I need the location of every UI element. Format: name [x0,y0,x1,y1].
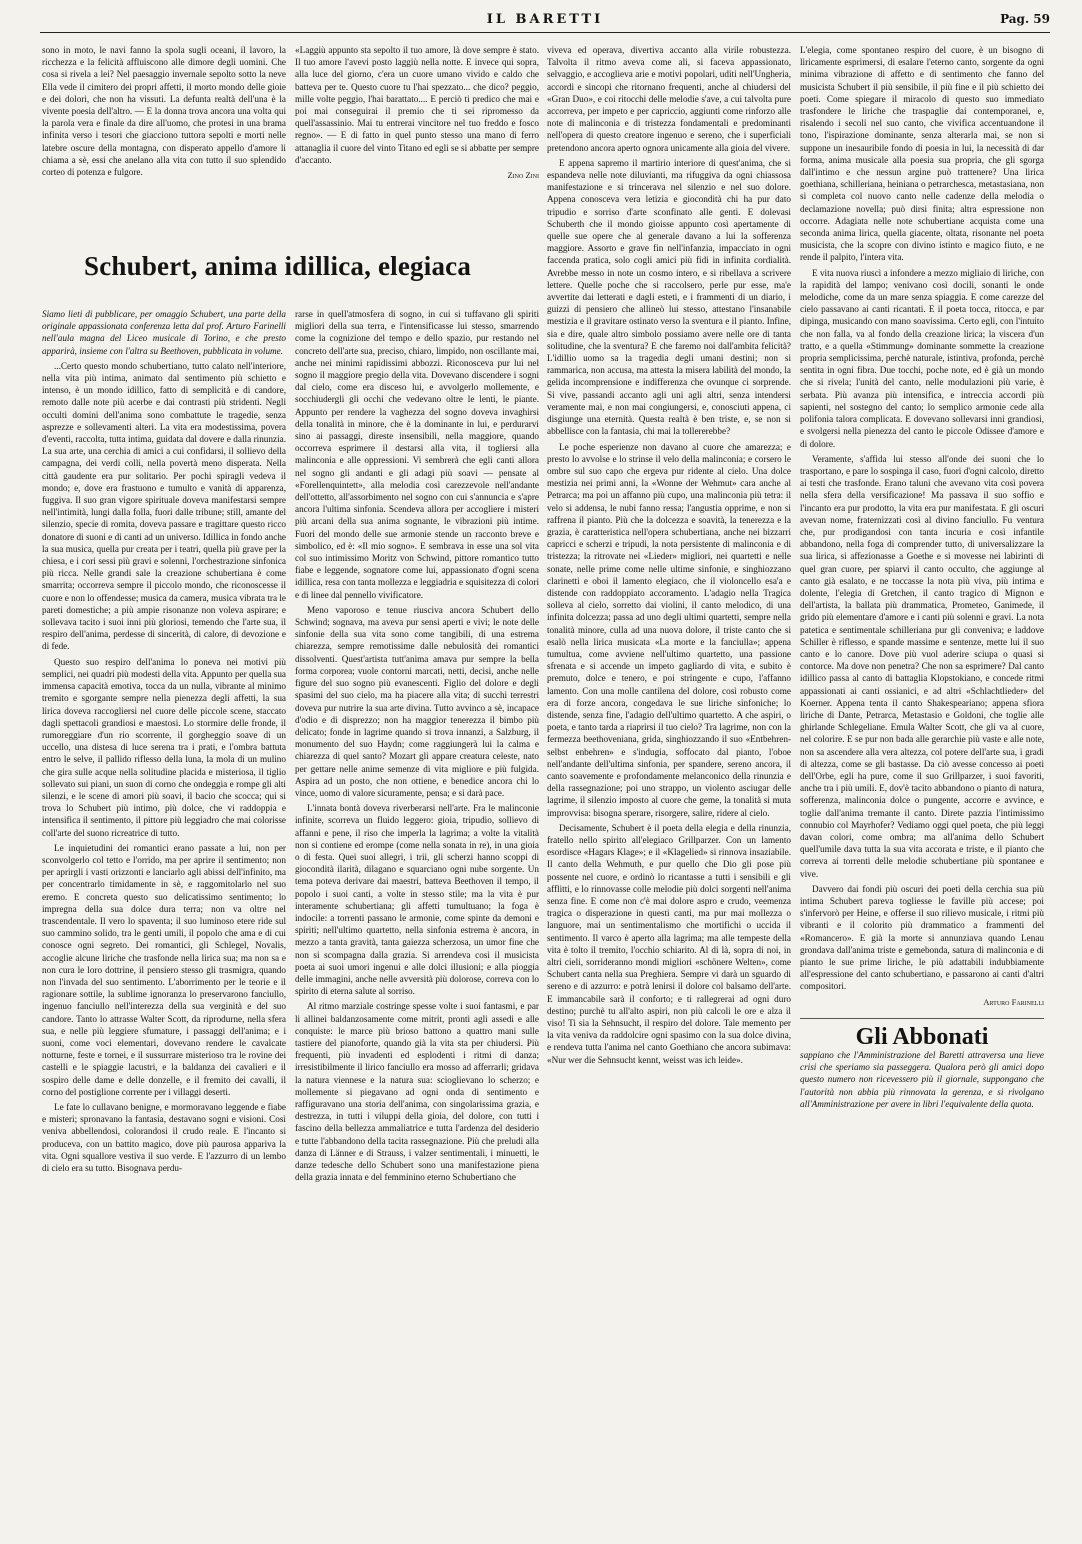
prev-article-signature: Zino Zini [507,170,539,181]
article-col2 [295,308,539,1186]
article-paragraph: Veramente, s'affida lui stesso all'onde dei suoni che lo trasportano, e pare lo sospinga il caso, fuori d'ogni calcolo, diretto ai testi che trasfonde. Erano taluni che avevano vita così povera nella sfera della versificazione! Ma passava il suo soffio e l'incanto era pur prodotto, la vita era pur manifestata. E gli oscuri avevan nome, fraternizzati così al divino fanciullo. Fu ventura che, pur prodigandosi con tanta incuria e così infantile abbandono, nella foga di comprender tutto, di universalizzare la sua lirica, si affezionasse a Goethe e si movesse nei labirinti di quel gran cuore, per spiarvi il canto occulto, che aggiunge al canto già esalato, e ne toccasse la nota più viva, più intima e dolente, l'elegia di Gretchen, il canto tragico di Mignon e dell'artista, la ballata più drammatica, Prometeo, Ganimede, il grido più elementare d'amore e i canti più solenni e gravi. La nota patetica e sentimentale schilleriana pur gli conveniva; e laddove Schiller è riflesso, e spande massime e sentenze, mette lui il suo canto e lo canore. Dove più vuol aderire sciupa o quasi si contorce. Ma dove non penetra? Che non sa esprimere? Dal canto idillico passa al canto di battaglia Klopstokiano, e concede ritmi appassionati ai canti ossianici, e ad altri «Schlachtlieder» del Koerner. Appena tenta il canto Shakespeariano; appena sfiora liriche di Dante, Petrarca, Metastasio e Goldoni, che toglie alle ghirlande Schlegeliane. Emula Walter Scott, che gli va al cuore, nel colorire. E se pur non bada alle gerarchie più vaste e alle note, non sa ascendere alla vera altezza, col potere dell'arte sua, i gradi di altezza, come se gli bastasse. Da ciò avesse concesso ai poeti dell'Orbe, egli ha pure, come il suo Grillparzer, i suoi favoriti, anche tra i più umili. E, dov'è tacito abbandono o pianto di natura, sofferenza, malinconia dolce o pungente, accorre e avvince, e toglie dall'anima tremante il canto. Direte pazzia l'intimissimo connubio col Mayrhofer? Vediamo oggi quel poeta, che più leggi davan colori, come ombra; ma all'anima dello Schubert quell'umile dava tutta la sua vita accorata e triste, e il pianto che correva ai torrenti delle melodie schubertiane più spontanee e vive. [800,453,1044,879]
notice-box [800,1049,1044,1110]
prev-article-text-2: «Laggiù appunto sta sepolto il tuo amore, là dove sempre è stato. Il tuo amore l'avevi posto laggiù nella notte. E invece qui sopra, alla luce del giorno, c'era un cuore umano vivido e caldo che batteva per te. Questo cuore tu l'hai spezzato... che dico? peggio, mille volte peggio, l'hai barattato.... E perciò ti predico che mai e poi mai conseguirai il premio che ti sei ripromesso da quell'assassinio. Mai tu entrerai vincitore nel tuo freddo e fosco regno». — E di fatto in quel punto stesso una mano di ferro attanaglia il cuore del vinto Titano ed egli se si abbatte per sempre d'accanto. [295,45,539,165]
article-intro-text: Siamo lieti di pubblicare, per omaggio Schubert, una parte della originale appassionata conferenza letta dal prof. Arturo Farinelli nell'aula magna del Liceo musicale di Torino, e che presto apparirà, insieme con l'altra su Beethoven, pubblicata in volume. [42,309,286,356]
article-paragraph: E appena sapremo il martirio interiore di quest'anima, che si espandeva nelle note diluvianti, ma rifuggiva da ogni chiassosa manifestazione e si trincerava nel silenzio e nel suo dolore. Appena conosceva vera letizia e giocondità chi ha pur dato tripudio e sorriso d'arte sconfinato alle genti. E dolevasi Schuberth che il mondo gioisse appunto così apertamente di quelle sue opere che al generale davano a lui la sofferenza maggiore. Assorto e grave fin nell'infanzia, impacciato in ogni faccenda pratica, solo cogli amici più fidi in infinita cordialità. Avrebbe messo in note un cosmo intero, e si ribellava a scrivere lettere. Quelle poche che si raccolsero, perle pur esse, ma'e avvertite dai letterati e dagli esteti, e i frammenti di un diario, i guizzi di pensiero che allineò lui stesso, attestano l'insanabile mestizia e il gravitare ostinato verso la sventura e il pianto. Infine, sia e dire, quale altro simbolo possiamo avere nelle ore di tanta solitudine, che la sventura? E che faremo noi dall'ambita felicità? L'idillio uomo sa la tragedia degli umani destini; non si rammarica, non accusa, ma attesta la misera labilità del mondo, la gelida incomprensione e indifferenza che ovunque ci sorprende. Si vive, passandi accanto agli uni agli altri, senza intendersi veramente mai, e non mai congiungersi, e, conosciuti appena, ci disgiunge una eternità. Questa realtà è ben triste, e, se non si abbellisce con la fantasia, chi mai la tollererebbe? [547,157,791,437]
article-paragraph: Decisamente, Schubert è il poeta della elegia e della rinunzia, fratello nello spirito all'elegiaco Grillparzer. Con un lamento esordisce «Hagars Klage»; e il «Klagelied» si rinnova insaziabile. Il canto della Wehmuth, e pur quello che Dio gli pose più possente nel cuore, e ordinò lo ricantasse a tutti i sensibili e gli afflitti, e lo rinnovasse colle melodie più dolci sorgenti nell'anima senza fine. E come non c'è mai dolore aspro e crudo, veemenza tragica o disperazione in questi canti, ma pur mai mollezza o languore, mai un sentimentalismo che mortifichi o uccida il sentimento. Il varco è aperto alla lagrima; ma alle tempeste della vita è tolto il tremito, l'occhio schiarito. Al di là, sopra di noi, in altri cieli, sorrideranno mondi migliori «schönere Welten», come Schubert canta nella sua Preghiera. Sempre vi darà un sguardo di sereno e di azzurro: e potrà lenirsi il dolore col balsamo dell'arte. E immancabile sarà il conforto; e ti rallegrerai ad ogni duro destino; purchè tu all'alto aspiri, non più calcoli le ore e alza il viso! Ti sia la Sehnsucht, il respiro del dolore. Tale memento per la vita veniva da raddolcire ogni spasimo con la sua dolce divina, e rendeva tutta l'anima nel canto Goethiano che ancora subimava: «Nur wer die Sehnsucht kennt, weisst was ich leide». [547,822,791,1065]
article-col3 [547,44,791,1069]
article-paragraph: L'innata bontà doveva riverberarsi nell'arte. Fra le malinconie infinite, scorreva un fluido leggero: gioia, tripudio, sollievo di affanni e pene, il riso che imperla la lagrima; a volte la vitalità non si contiene ed erompe (come nella sonata in re), in una gioia o di festa. Quei suoi allegri, i trii, gli scherzi hanno scoppi di giocondità ilarità, dilagano e squarciano ogni nube sorgente. Un tema poteva derivare dai maestri, batteva Beethoven il tempo, il popolo i suoi canti, a volte in stesso stile; ma la vita è pur interamente schubertiana; gli affetti tumultuano; la foga è indocile: a torrenti passano le armonie, come spinte da demoni e spiriti; nell'ultimo quartetto, nella sinfonia estrema è ancora, in mezzo a tanta gravità, tanta gaiezza scherzosa, un umor fine che non si scompagna dalla grazia. Si arrendeva così il musicista poeta ai suoi umori ingenui e alle dolci illusioni; e alla pioggia delle immagini, anche nelle avversità più dolorose, correva con lo spirito di eterna salute al sorriso. [295,803,539,997]
prev-article-col2 [295,44,539,191]
article-paragraph: L'elegia, come spontaneo respiro del cuore, è un bisogno di liricamente esprimersi, di esalare l'eterno canto, sorgente da ogni minima vibrazione di affetto e di sentimento che fanno del musicista Schubert il più sensibile, il più fine e il più schietto dei poeti. Come spiegare il miracolo di questo suo immediato trasfondere le liriche che traspaglie dai contemporanei, e, risalendo i secoli nel suo canto, che vivifica accentuandone il tono, l'ispirazione dominante, senza alterarla mai, se non si suppone un inesauribile fondo di poesia in lui, la necessità di dar forma, anima musicale alla poesia sua propria, che gli sgorga dall'intimo e che nessun argine può trattenere? Una lirica goethiana, schilleriana, heiniana o petrarchesca, metastasiana, non si completa col nuovo canto nelle cadenze della melodia o declamazione novella; può dirsi finita; altra espressione non occorre. Adagiata nelle note schubertiane acquista come una seconda anima lirica, quella giacente, oltata, risonante nel poeta musicista, che la scopre con divino istinto e magico fiuto, e ne rende il palpito, l'intera vita. [800,45,1044,263]
article-paragraph: Le fate lo cullavano benigne, e mormoravano leggende e fiabe e misteri; spronavano la fantasia, destavano sogni e visioni. Così veniva abbellendosi, colorandosi il crudo reale. E l'incanto si produceva, con un battito magico, dove più paurosa appariva la vita. Ogni squallore vestiva il suo verde. E l'azzurro di un lembo di cielo era su tutto. Bisognava perdu- [42,1102,286,1174]
newspaper-title: IL BARETTI [486,12,604,27]
article-paragraph: rarse in quell'atmosfera di sogno, in cui si tuffavano gli spiriti migliori della sua terra, e l'intensificasse lui stesso, smarrendo come la cognizione del tempo e dello spazio, pur restando nel concreto dell'arte sua, preciso, chiaro, limpido, non oscillante mai, anche nei minimi rapidissimi abbozzi. Riconosceva pur lui nel sogno il maggiore pregio della vita. Dovevano discendere i sogni dal cielo, come era disceso lui, e avvolgerlo mollemente, e socchiudergli gli occhi che vedevano oltre le lenti, le piante. Appunto per rendere la vaghezza del sogno doveva invaghirsi della tonalità in minore, che è la dominante in lui, e perdurarvi sino ai passaggi, direste insensibili, nella maggiore, quando occorreva esprimere il destarsi alla vita, il togliersi alla malinconia e alle oppressioni. Vi sembrerà che egli canti allora nel sogno gli andanti e gli adagi più soavi — pensate al «Forellenquintett», alla melodia così carezzevole nell'andante dell'ottetto, all'assorbimento nel sogno con cui s'annuncia e s'apre ancora l'ultima sinfonia. Scendeva allora per accogliere i misteri più arcani della sua anima sognante, le vibrazioni più intime. Fuori del mondo delle sue armonie stende un racconto breve e simbolico, ed è: «Il mio sogno». E sembrava in esse una sol vita col suo intimissimo Moritz von Schwind, pittore romantico tutto fiabe e leggende, sognatore come lui, appassionato d'ogni scena idillica, resa con tanta mollezza e leggiadria e squisitezza di colori e di linee dal pennello vivificatore. [295,309,539,600]
article-paragraph: Meno vaporoso e tenue riusciva ancora Schubert dello Schwind; sognava, ma aveva pur sensi aperti e vivi; le note delle sinfonie della sua vita sono come tangibili, di una estrema chiarezza, sempre remotissime dalle nebulosità dei romantici dissolventi. Quest'artista tutt'anima amava pur sempre la bella forma corporea; vuole contorni marcati, netti, decisi, anche nelle figure del suo sogno più evanescenti. Figlio del dolore e degli spasimi del suo cielo, ma ha piacere alla vita; di succhi terrestri doveva pur nutrire la sua arte divina. Tutto avvinco a sè, incapace d'odio e di disprezzo; non ha maggior tenerezza il bimbo più delicato; fonde in lagrime quando si trova innanzi, a Salzburg, il monumento del suo Haydn; come raggiungerà lui la calma e chiarezza di quel santo? Mozart gli appare creatura celeste, nato per gettare nelle anime semenze di vita migliore e più fulgida. Aspira ad un posto, che non ottiene, e benedice ancora chi lo vince, uomo di valore sicuramente, pensa; e si darà pace. [295,604,539,798]
article-paragraph: E vita nuova riuscì a infondere a mezzo migliaio di liriche, con la rapidità del lampo; venivano così docili, sonanti le onde melodiche, come da un mare senza spiaggia. E come carezze del cielo passavano ai canti ricantati. E il poeta tocca, ritocca, e par dipinga, musicando con mano soavissima. Certo egli, con l'intuito che non falla, va al fondo della creazione lirica; la viscera d'un tratto, e a quella «Stimmung» dominante sommette la creazione propria semplicissima, perchè naturale, istintiva, profonda, perchè sentita in ogni fibra. Due tocchi, poche note, ed è già un mondo che si rivela; l'unità del canto, nelle modulazioni più varie, è serbata. Più avanza più intensifica, e intreccia accordi più sapienti, nel sostegno del canto; lo semplico armonie cede alla polifonia talora complicata. E dovevano sollevarsi inni grandiosi, e svolgersi nella pienezza del canto le piccole Odissee d'amore e di dolore. [800,267,1044,449]
prev-article-text-1: sono in moto, le navi fanno la spola sugli oceani, il lavoro, la ricchezza e la felicità affluiscono alle dimore degli uomini. Che cosa si rivela a lei? Nel paesaggio invernale sepolto sotto la neve Ella vede il cimitero dei propri affetti, il morto mondo delle gioie e dei dolori, che non ha vissuti. La defunta realtà dell'una è la vivente poesia dell'altro. — E la donna trova ancora una volta qui la parola vera e finale da dire all'uomo, che protesi in una brama infinita verso i tesori che giacciono tuttora sepolti e morti nelle latebre oscure della montagna, con disperato appello d'amore li chiama a sè, essi che anelano alla vita con tutto il suo splendido corteo di potenza e fulgore. [42,45,286,178]
prev-article-col1 [42,44,286,181]
article-intro [42,308,286,357]
article-paragraph: Le inquietudini dei romantici erano passate a lui, non per sconvolgerlo col tetto e l'orrido, ma per aprire il sentimento; non per aprirgli i vasti orizzonti e lanciarlo agli abissi dell'infinito, ma per concentrarlo timidamente in sè, e raggomitolarlo nel suo eremo. E concreta questo suo delicatissimo sentimento; lo impregna della sua dolce dura terra; non va oltre nel trascendentale. Il vero lo spaventa; il suo luminoso etere ride sul suo cammino solido, tra le genti umili, il popolo che ama e di cui conosce ogni segreto. Dei romantici, gli Schlegel, Novalis, accoglie alcune liriche che trasfonde nella lirica sua; ma non sa e non cura le loro dottrine, il pensiero stesso gli trasmigra, quando non l'invada del suo sentimento. L'aborrimento per le teorie e il ragionare sottile, la sublime ignoranza lo preservarono fanciullo, ingenuo fanciullo nell'interezza della sua verginità e del suo candore. Tanto lo attrasse Walter Scott, da riprodurne, nella sfera sua, e nelle più leggiere sfumature, i passaggi dell'anima; e i suoni, come voci elementari, dovevano rendere le cavalcate notturne, feste e tornei, e il sussurrare misterioso tra le rovine dei castelli e le spiaggie lacustri, e la baldanza dei cavalieri e il sospiro delle dame e delle donzelle, e il fremito dei cavalli, il corno del postiglione corrente per i villaggi deserti. [42,842,286,1097]
article-paragraph: viveva ed operava, divertiva accanto alla virile robustezza. Talvolta il ritmo aveva come ali, si faceva appassionato, selvaggio, e accoglieva arie e motivi popolari, uditi nell'Ungheria, accordi e sincopi che ritornano frequenti, anche al chiudersi del «Gran Duo», e coi ritocchi delle melodie s'ave, a cui talvolta pure accorreva, per impeto e per capriccio, aggiunti come rinforzo alle note di malinconia e di tristezza fondamentali e predominanti nell'opera di questo creatore ingenuo e sereno, che i superficiali pretendono ancora aperto ognora unicamente alla gioia del vivere. [547,45,791,153]
article-paragraph: Le poche esperienze non davano al cuore che amarezza; e presto lo avvolse e lo strinse il velo della malinconia; e corsero le ombre sul suo capo che ergeva pur ridente al cielo. Una dolce mestizia nei primi anni, la «Wonne der Wehmut» cara anche al Petrarca; ma poi un affanno più cupo, una malinconia più tetra: il velo si addensa, le nubi fanno ressa; l'angustia opprime, e non si raffrena il pianto. Più che la dolcezza e soavità, la tenerezza e la grazia, è caratteristica nell'opera schubertiana, anche nei bizzarri capricci e scherzi e tripudi, la nota persistente di malinconia e di tristezza; la ritrovate nei «Lieder» migliori, nei quartetti e nelle sonate, nelle prime come nelle ultime sinfonie, e singhiozzano clarinetti e oboi il lamento elegiaco, che il violoncello esa'a e distende con raddoppiato accoramento. L'adagio nella Tragica solleva al cielo, sorretto dai violini, il canto melodico, di una infinita dolcezza; passa ad uno degli ultimi quartetti, sempre nella tonalità minore, culla ad una nuova dolore, il triste canto che si esalò nella lirica musicata «La morte e la fanciulla»; appena tumultua, come avviene nell'ultimo quartetto, una passione sfrenata e si accende un impeto gagliardo di vita, e subito è premuto, dolce e tenero, e poi stringente e cupo, l'affanno lamento. Con una molle cantilena del dolore, così robusto come era di forze ancora, congedava le sue liriche sinfoniche; lo distende, senza fine, l'adagio dell'ultimo quartetto. A che aspiri, o poeta, e tanto tarda a riaprirsi il tuo cielo? Tra lagrime, non con la fermezza beethoveniana, grida, singhiozzando il suo «Entbehren-selbst enbehren» e s'indugia, soffocato dal pianto, l'oboe nell'andante dell'ultima sinfonia, per spandere, sereno ancora, il canto soavemente e profondamente melanconico della rinunzia e della rassegnazione; poi uno strappo, un violento asciugar delle lagrime, il silenzio imposto al cuore che geme, la tonalità si muta improvvisa: bisogna sperare, risorgere, salire, ridere al cielo. [547,441,791,818]
article-signature: Arturo Farinelli [983,996,1044,1007]
article-headline: Schubert, anima idillica, elegiaca [84,251,472,281]
notice-text: sappiano che l'Amministrazione del Baretti attraversa una lieve crisi che speriamo sia passeggera. Qualora però gli amici dopo questo numero non ricevessero più il giornale, suppongano che l'autorità non abbia più rinnovata la gerenza, e si rivolgano all'Amministrazione per avere in libri l'equivalente della quota. [800,1050,1044,1109]
article-paragraph: Al ritmo marziale costringe spesse volte i suoi fantasmi, e par li allinei baldanzosamente come mitrit, pronti agli assedi e alle conquiste: le marce più brioso battono a quattro mani sulle tastiere del pianoforte, quando già la vita sta per chiudersi. Più frequenti, più invadenti ed esplodenti i ritmi di danza; irresistibilmente il lirico fanciullo era mosso ad afferrarli; gridava la natura viennese e la natura sua: scioglievano lo scherzo; e mollemente si piegavano ad ogni onda di sentimento e raffiguravano una storia dell'anima, con singolarissima grazia, e destrezza, in tutti i viluppi della gioia, del dolore, con tutti i fascino della bellezza ammaliatrice e tutta l'ardenza del desiderio e tutte l'abbandono della tacita rassegnazione. Più che preludi alla danza di Länner e di Strauss, i valzer sentimentali, i minuetti, le danze tedesche dello Schubert sono una manifestazione piena della grazia innata e del femminino eterno Schubertiano che [295,1001,539,1183]
article-paragraph: Questo suo respiro dell'anima lo poneva nei motivi più semplici, nei quadri più modesti della vita. Appunto per quella sua immensa capacità emotiva, tocca da un nulla, vibrante al minimo tremito e sgorgante sempre nella pienezza degli affetti, la sua lirica doveva raccogliersi nel cuore delle piccole scene, staccato dagli spettacoli grandiosi e maestosi. Lo stormire delle fronde, il rumoreggiare d'un rio scorrente, il gorgheggio soave di un uccello, una distesa di luce serena tra i prati, e l'ombra battuta entro le selve, il pallido riflesso della luna, la mola di un mulino che gira sulle acque nella solitudine placida e misteriosa, il tiglio sollevato sui piani, un suon di corno che ondeggia e rompe gli alti silenzi, e le scene di amori più soavi, il bacio che scocca; qui si trova lo Schubert più intimo, più dolce, che vi raddoppia e intensifica il sentimento, il pittore più leggiadro che mai colorisse coll'arte del suono ricreatrice di tutto. [42,656,286,838]
article-paragraph: ...Certo questo mondo schubertiano, tutto calato nell'interiore, nella vita più intima, animato dal sentimento più schietto e intenso, è un mondo idillico, fatto di semplicità e di candore, remoto dalle note più acerbe e dai contrasti più stridenti. Negli occulti domini dell'anima sono combattute le tragedie, senza asprezze e sollevamenti alteri. La vita era modestissima, povera d'eventi, raccolta, tutta intima, guidata dal dovere e dalla rinunzia. La sua arte, una cerchia di amici a cui confidarsi, il sollievo della campagna, dei verdi colli, nella povertà meno disperata. Nella città gaudente era pur solitario. Per pochi spiragli vedeva il mondo; e, dove era frastuono e tumulto e vanità di apparenza, fuggiva. Il suo gran vigore spirituale doveva manifestarsi sempre nell'intimità, lungi dalla folla, fuori dalle tribune; still, amante del silenzio, specie di romita, doveva passare e tragittare questo ricco donatore di suoni e di canti ad un universo. Idillica in fondo anche la sua musica, quella pur creata per i teatri, quella più grave per la chiesa, e i cori sessi più gravi e solenni, l'orchestrazione sinfonica più ricca. Nelle grandi sale la creazione schubertiana è come smarrita; occorreva sempre il piccolo mondo, che riconoscesse il cuore e non lo offendesse; musica da camera, musica vibrata tra le pareti domestiche; a più ampie risonanze non voleva aspirare; e sollevava tacito i suoi inni più gloriosi, temendo che l'arte sua, il respiro dell'anima, perdesse di sincerità, di calore, di devozione e di fede. [42,360,286,652]
article-col1 [42,308,286,1177]
divider [800,1018,1044,1019]
page-header [40,12,1050,33]
page-number: Pag. 59 [1000,12,1050,26]
article-col4 [800,44,1044,1113]
article-paragraph: Davvero dai fondi più oscuri dei poeti della cerchia sua più intima Schubert pareva togliesse le faville più accese; poi s'infervorò per Heine, e offerse il suo rilievo musicale, i ritmi più vibranti e il colorito più drammatico a frammenti del «Romancero». E già la morte si annunziava quando Lenau grondava dall'anima triste e gemebonda, satura di malinconia e di pianto le sue prime liriche, le più adattabili indubbiamente all'espressione del canto schubertiano, e passarono ai canti d'altri compositori. [800,883,1044,992]
notice-title: Gli Abbonati [855,1023,989,1050]
